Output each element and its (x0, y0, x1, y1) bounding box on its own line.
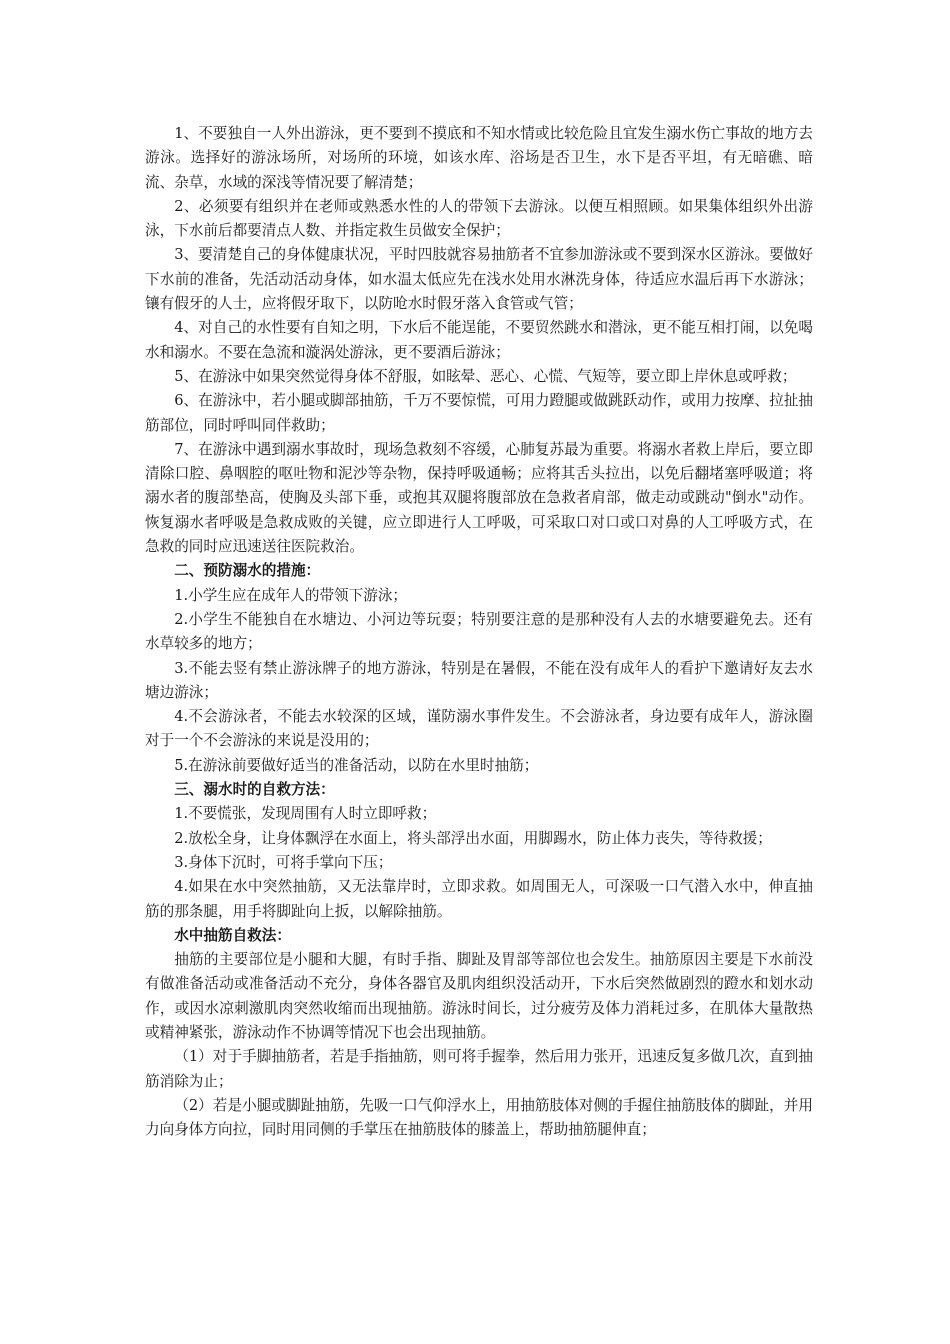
safety-item-2: 2、必须要有组织并在老师或熟悉水性的人的带领下去游泳。以便互相照顾。如果集体组织外出游泳，下水前后都要清点人数、并指定救生员做安全保护； (145, 197, 813, 240)
self-rescue-item-1: 1.不要慌张，发现周围有人时立即呼救； (174, 805, 437, 823)
safety-item-6: 6、在游泳中，若小腿或脚部抽筋，千万不要惊慌，可用力蹬腿或做跳跃动作，或用力按摩、拉扯抽筋部位，同时呼叫同伴救助； (145, 392, 813, 434)
self-rescue-heading: 三、溺水时的自救方法： (174, 781, 335, 799)
cramp-heading: 水中抽筋自救法： (174, 926, 291, 944)
cramp-item-2: （2）若是小腿或脚趾抽筋，先吸一口气仰浮水上，用抽筋肢体对侧的手握住抽筋肢体的脚趾，并用力向身体方向拉，同时用同侧的手掌压在抽筋肢体的膝盖上，帮助抽筋腿伸直； (145, 1096, 813, 1139)
self-rescue-item-3: 3.身体下沉时，可将手掌向下压； (174, 853, 393, 871)
safety-item-4: 4、对自己的水性要有自知之明，下水后不能逞能，不要贸然跳水和潜泳，更不能互相打闹，以免喝水和溺水。不要在急流和漩涡处游泳，更不要酒后游泳； (145, 319, 813, 361)
prevention-item-2: 2.小学生不能独自在水塘边、小河边等玩耍；特别要注意的是那种没有人去的水塘要避免去。还有水草较多的地方； (145, 610, 813, 653)
prevention-item-1: 1.小学生应在成年人的带领下游泳； (174, 586, 408, 604)
safety-item-5: 5、在游泳中如果突然觉得身体不舒服，如眩晕、恶心、心慌、气短等，要立即上岸休息或呼救； (174, 367, 797, 385)
prevention-heading: 二、预防溺水的措施： (174, 562, 321, 580)
self-rescue-item-2: 2.放松全身，让身体飘浮在水面上，将头部浮出水面，用脚踢水，防止体力丧失，等待救援； (174, 829, 772, 847)
safety-item-3: 3、要清楚自己的身体健康状况，平时四肢就容易抽筋者不宜参加游泳或不要到深水区游泳。要做好下水前的准备，先活动活动身体，如水温太低应先在浅水处用水淋洗身体，待适应水温后再下水游泳；镶有假牙的人士，应将假牙取下，以防呛水时假牙落入食管或气管； (145, 246, 813, 313)
self-rescue-item-4: 4.如果在水中突然抽筋，又无法靠岸时，立即求救。如周围无人，可深吸一口气潜入水中，伸直抽筋的那条腿，用手将脚趾向上扳，以解除抽筋。 (145, 878, 813, 920)
document-page (145, 122, 813, 1142)
prevention-item-4: 4.不会游泳者，不能去水较深的区域，谨防溺水事件发生。不会游泳者，身边要有成年人，游泳圈对于一个不会游泳的来说是没用的； (145, 708, 813, 750)
safety-item-7: 7、在游泳中遇到溺水事故时，现场急救刻不容缓，心肺复苏最为重要。将溺水者救上岸后，要立即清除口腔、鼻咽腔的呕吐物和泥沙等杂物，保持呼吸通畅；应将其舌头拉出，以免后翻堵塞呼吸道；将溺水者的腹部垫高，使胸及头部下垂，或抱其双腿将腹部放在急救者肩部，做走动或跳动"倒水"动作。恢复溺水者呼吸是急救成败的关键，应立即进行人工呼吸，可采取口对口或口对鼻的人工呼吸方式，在急救的同时应迅速送往医院救治。 (145, 440, 813, 556)
cramp-intro: 抽筋的主要部位是小腿和大腿，有时手指、脚趾及胃部等部位也会发生。抽筋原因主要是下水前没有做准备活动或准备活动不充分，身体各器官及肌肉组织没活动开，下水后突然做剧烈的蹬水和划水动作，或因水凉刺激肌肉突然收缩而出现抽筋。游泳时间长，过分疲劳及体力消耗过多，在肌体大量散热或精神紧张，游泳动作不协调等情况下也会出现抽筋。 (145, 951, 813, 1041)
cramp-item-1: （1）对于手脚抽筋者，若是手指抽筋，则可将手握拳，然后用力张开，迅速反复多做几次，直到抽筋消除为止； (145, 1048, 813, 1090)
prevention-item-3: 3.不能去竖有禁止游泳牌子的地方游泳，特别是在暑假，不能在没有成年人的看护下邀请好友去水塘边游泳； (145, 659, 813, 701)
safety-item-1: 1、不要独自一人外出游泳，更不要到不摸底和不知水情或比较危险且宜发生溺水伤亡事故的地方去游泳。选择好的游泳场所，对场所的环境，如该水库、浴场是否卫生，水下是否平坦，有无暗礁、暗流、杂草，水域的深浅等情况要了解清楚； (145, 125, 813, 191)
prevention-item-5: 5.在游泳前要做好适当的准备活动，以防在水里时抽筋； (174, 756, 539, 774)
